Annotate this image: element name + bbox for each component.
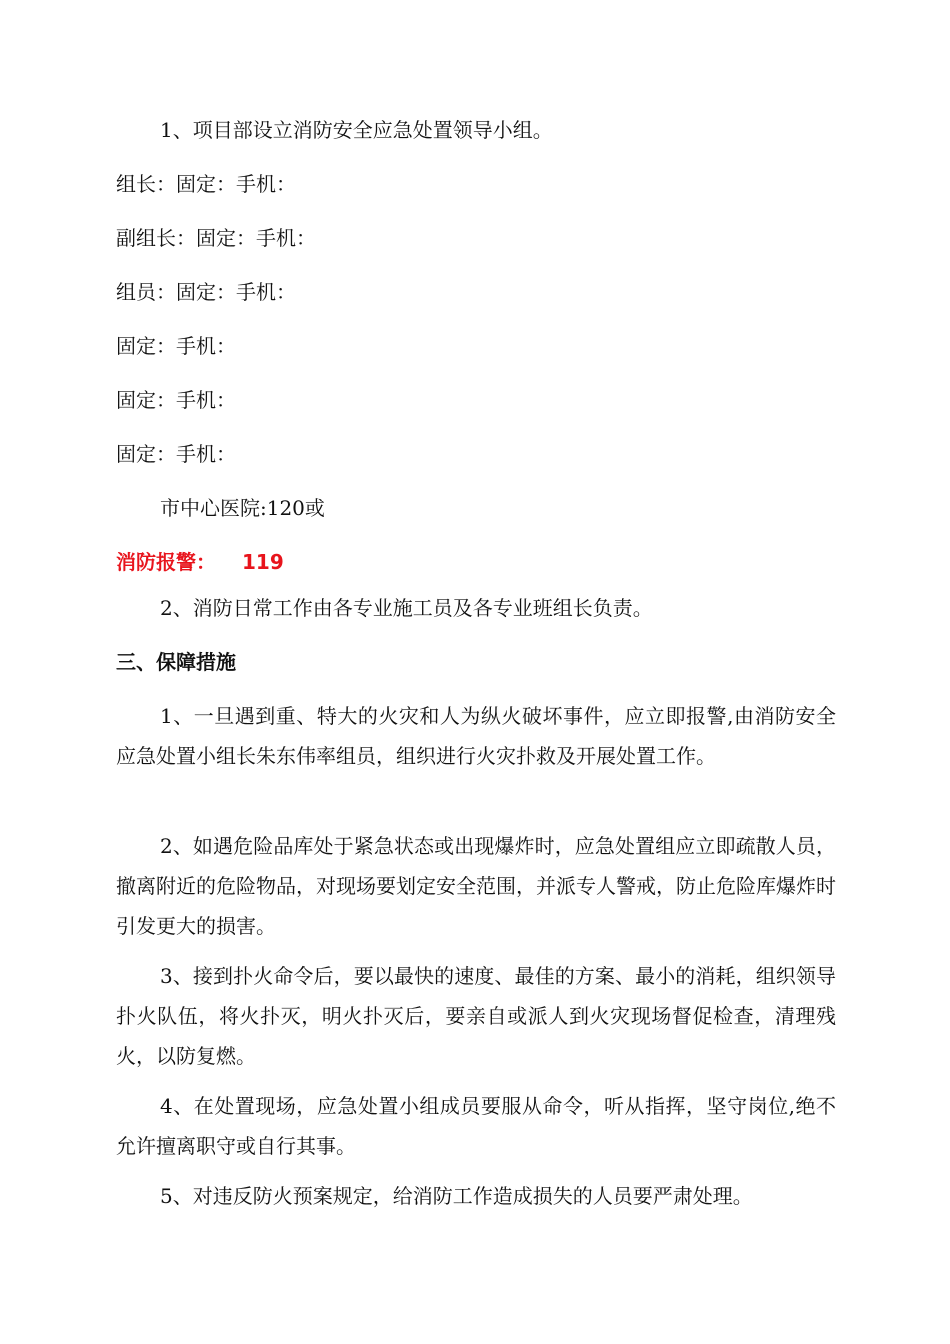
measure-paragraph-1: 1、一旦遇到重、特大的火灾和人为纵火破坏事件，应立即报警,由消防安全应急处置小组长朱东伟率组员，组织进行火灾扑救及开展处置工作。 — [116, 704, 836, 768]
phone-line-1: 固定：手机： — [116, 334, 236, 358]
fire-alarm-number: 119 — [242, 550, 284, 574]
item-1-leadership-group: 1、项目部设立消防安全应急处置领导小组。 — [160, 118, 553, 142]
fire-alarm-line — [116, 548, 284, 576]
section-heading: 三、保障措施 — [116, 650, 236, 674]
hospital-contact-line: 市中心医院:120或 — [160, 496, 325, 520]
fire-alarm-label: 消防报警： — [116, 550, 216, 574]
phone-line-2: 固定：手机： — [116, 388, 236, 412]
measure-paragraph-5: 5、对违反防火预案规定，给消防工作造成损失的人员要严肃处理。 — [160, 1184, 753, 1208]
leader-contact-line: 组长：固定：手机： — [116, 172, 296, 196]
phone-line-3: 固定：手机： — [116, 442, 236, 466]
measure-paragraph-4: 4、在处置现场，应急处置小组成员要服从命令，听从指挥，坚守岗位,绝不允许擅离职守或自行其事。 — [116, 1094, 836, 1158]
deputy-leader-contact-line: 副组长：固定：手机： — [116, 226, 316, 250]
item-2-daily-work: 2、消防日常工作由各专业施工员及各专业班组长负责。 — [160, 596, 653, 620]
measure-paragraph-3: 3、接到扑火命令后，要以最快的速度、最佳的方案、最小的消耗，组织领导扑火队伍，将火扑灭，明火扑灭后，要亲自或派人到火灾现场督促检查，清理残火，以防复燃。 — [116, 964, 836, 1068]
member-contact-line: 组员：固定：手机： — [116, 280, 296, 304]
measure-paragraph-2: 2、如遇危险品库处于紧急状态或出现爆炸时，应急处置组应立即疏散人员，撤离附近的危险物品，对现场要划定安全范围，并派专人警戒，防止危险库爆炸时引发更大的损害。 — [116, 834, 836, 938]
